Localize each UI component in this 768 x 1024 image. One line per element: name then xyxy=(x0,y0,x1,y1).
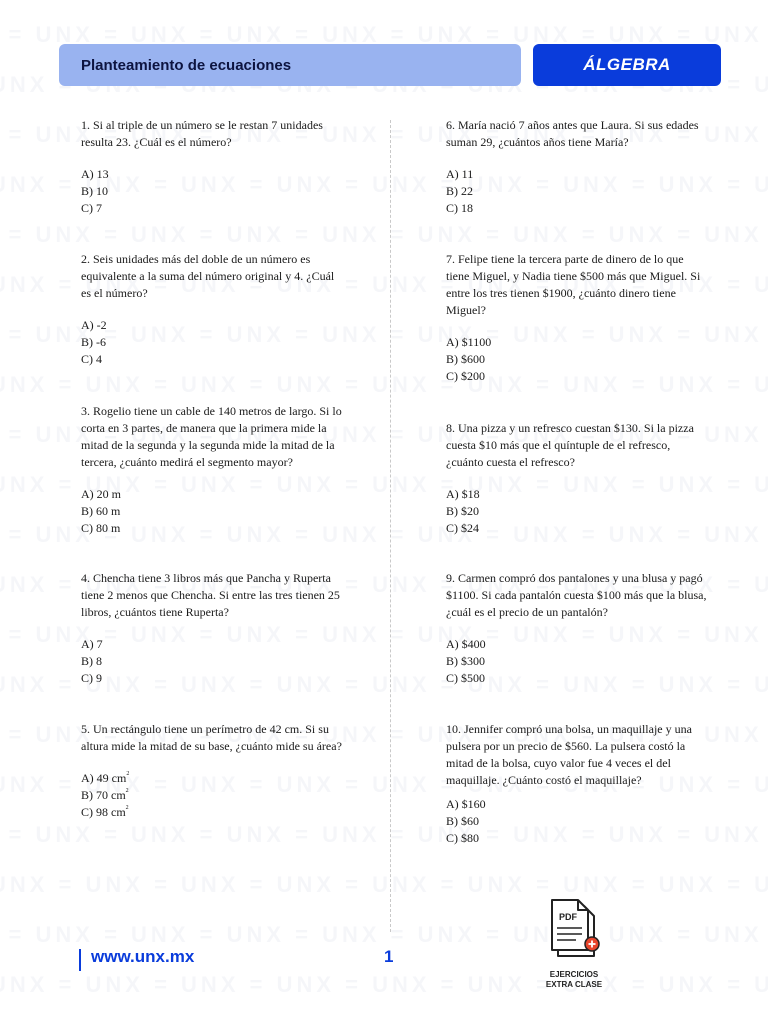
option-a: A) $400 xyxy=(446,637,486,651)
option-b: B) 60 m xyxy=(81,504,121,518)
option-c: C) $200 xyxy=(446,369,485,383)
option-c: C) 18 xyxy=(446,201,473,215)
question-text: 7. Felipe tiene la tercera parte de dinero de lo que tiene Miguel, y Nadia tiene $500 más que Miguel. Si entre los tres tienen $1900, ¿cuánto dinero tiene Miguel? xyxy=(446,252,701,317)
watermark-row xyxy=(0,872,768,898)
squared-sup: 2 xyxy=(125,788,129,794)
page-number: 1 xyxy=(384,947,394,966)
option-c-text: C) 98 cm xyxy=(81,805,126,819)
option-a: A) 7 xyxy=(81,637,103,651)
badge-line-1: EJERCICIOS xyxy=(549,970,599,979)
question-10 xyxy=(446,721,708,847)
option-b: B) 8 xyxy=(81,654,102,668)
question-text: 1. Si al triple de un número se le restan 7 unidades resulta 23. ¿Cuál es el número? xyxy=(81,118,323,149)
option-b-text: B) 70 cm xyxy=(81,788,126,802)
question-4 xyxy=(81,570,343,687)
option-b xyxy=(81,787,343,804)
subject-banner xyxy=(533,44,721,86)
question-8 xyxy=(446,420,708,537)
extra-class-badge xyxy=(535,970,613,990)
option-b: B) $20 xyxy=(446,504,479,518)
pdf-label: PDF xyxy=(559,912,577,922)
option-c xyxy=(81,804,343,821)
option-c: C) 7 xyxy=(81,201,102,215)
option-b: B) 22 xyxy=(446,184,473,198)
question-text: 3. Rogelio tiene un cable de 140 metros de largo. Si lo corta en 3 partes, de manera que la primera mide la mitad de la segunda y la segunda mide la mitad de la tercera, ¿cuánto medirá el segmento mayor? xyxy=(81,404,342,469)
option-b: B) 10 xyxy=(81,184,108,198)
subject-title: ÁLGEBRA xyxy=(583,55,671,74)
question-3 xyxy=(81,403,343,537)
question-5 xyxy=(81,721,343,821)
option-c: C) $500 xyxy=(446,671,485,685)
question-text: 4. Chencha tiene 3 libros más que Pancha y Ruperta tiene 2 menos que Chencha. Si entre las tres tienen 25 libros, ¿cuántos tiene Ruperta? xyxy=(81,571,340,619)
option-b: B) $300 xyxy=(446,654,485,668)
option-b: B) -6 xyxy=(81,335,106,349)
pdf-document-icon[interactable] xyxy=(546,896,604,962)
option-b: B) $600 xyxy=(446,352,485,366)
option-a: A) $18 xyxy=(446,487,480,501)
question-text: 10. Jennifer compró una bolsa, un maquillaje y una pulsera por un precio de $560. La pulsera costó la mitad de la bolsa, cuyo valor fue 4 veces el del maquillaje. ¿Cuánto costó el maquillaje? xyxy=(446,722,692,787)
question-text: 6. María nació 7 años antes que Laura. Si sus edades suman 29, ¿cuántos años tiene María? xyxy=(446,118,699,149)
question-text: 8. Una pizza y un refresco cuestan $130. Si la pizza cuesta $10 más que el quíntuple de el refresco, ¿cuánto cuesta el refresco? xyxy=(446,421,694,469)
option-a: A) $1100 xyxy=(446,335,492,349)
watermark-row xyxy=(0,922,768,948)
question-2 xyxy=(81,251,343,368)
question-text: 5. Un rectángulo tiene un perímetro de 42 cm. Si su altura mide la mitad de su base, ¿cuánto mide su área? xyxy=(81,722,342,753)
option-a xyxy=(81,770,343,787)
option-b: B) $60 xyxy=(446,814,479,828)
option-c: C) $80 xyxy=(446,831,479,845)
topic-banner xyxy=(59,44,521,86)
option-c: C) 4 xyxy=(81,352,102,366)
option-c: C) $24 xyxy=(446,521,479,535)
watermark-row xyxy=(0,222,768,248)
topic-title: Planteamiento de ecuaciones xyxy=(81,56,292,74)
option-a: A) 11 xyxy=(446,167,474,181)
website-link[interactable]: www.unx.mx xyxy=(91,947,195,966)
option-c: C) 80 m xyxy=(81,521,121,535)
option-a: A) -2 xyxy=(81,318,107,332)
column-divider xyxy=(390,120,391,932)
footer-accent-bar xyxy=(79,949,81,971)
question-text: 2. Seis unidades más del doble de un número es equivalente a la suma del número original y 4. ¿Cuál es el número? xyxy=(81,252,335,300)
question-6 xyxy=(446,117,708,217)
option-c: C) 9 xyxy=(81,671,102,685)
option-a: A) 13 xyxy=(81,167,109,181)
option-a-text: A) 49 cm xyxy=(81,771,127,785)
question-1 xyxy=(81,117,343,217)
option-a: A) 20 m xyxy=(81,487,121,501)
question-9 xyxy=(446,570,708,687)
question-text: 9. Carmen compró dos pantalones y una blusa y pagó $1100. Si cada pantalón cuesta $100 más que la blusa, ¿cuál es el precio de un pantalón? xyxy=(446,571,707,619)
page-header xyxy=(59,44,721,86)
question-7 xyxy=(446,251,708,385)
squared-sup: 2 xyxy=(125,805,129,811)
squared-sup: 2 xyxy=(126,771,130,777)
watermark-row xyxy=(0,972,768,998)
option-a: A) $160 xyxy=(446,797,486,811)
badge-line-2: EXTRA CLASE xyxy=(545,980,603,989)
